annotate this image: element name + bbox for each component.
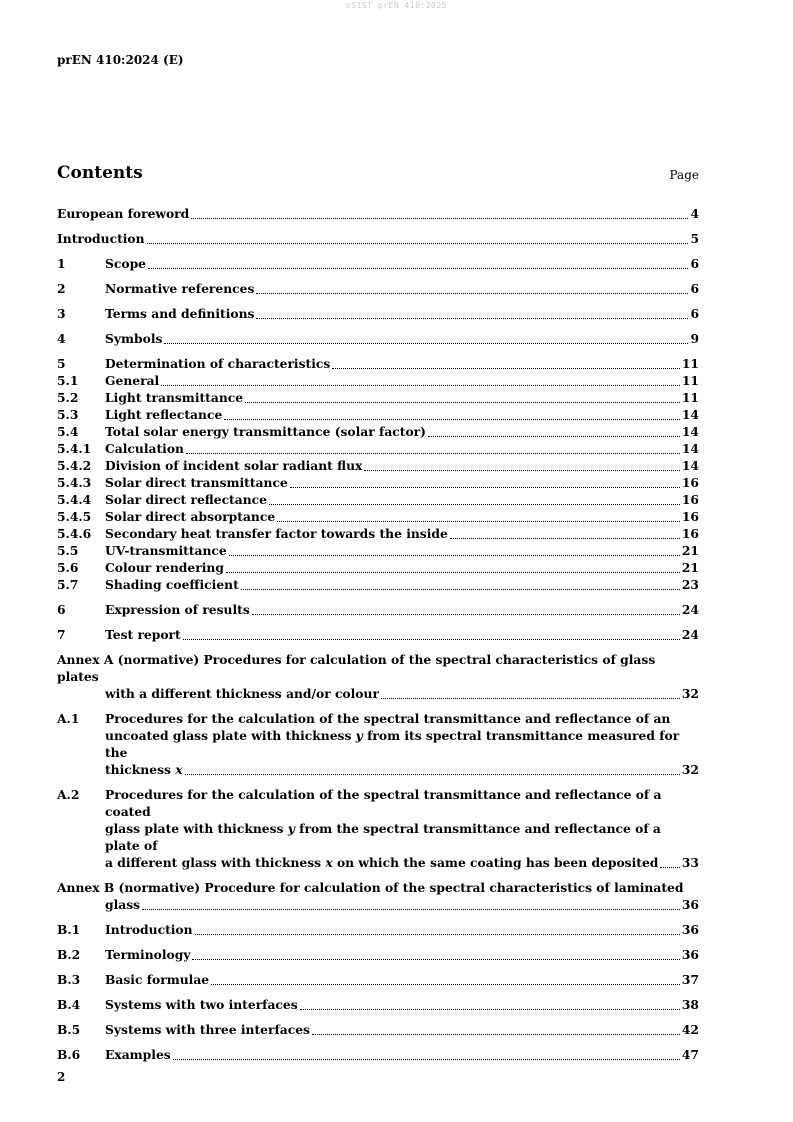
toc-section-number: 5.3 [57, 407, 79, 422]
toc-entry-shading-coefficient[interactable] [57, 576, 699, 593]
toc-entry-general[interactable] [57, 372, 699, 389]
toc-entry-uv-transmittance[interactable] [57, 542, 699, 559]
dot-leader [185, 774, 680, 775]
toc-entry-text: European foreword [57, 206, 190, 221]
toc-entry-a2[interactable] [57, 786, 699, 871]
dot-leader [211, 984, 680, 985]
toc-entry-text: uncoated glass plate with thickness [105, 728, 356, 743]
toc-entry-text: Introduction [57, 231, 145, 246]
toc-section-number: 5.4.6 [57, 526, 92, 541]
toc-entry-text: Shading coefficient [105, 577, 239, 592]
toc-page-number: 14 [681, 458, 699, 473]
dot-leader [381, 698, 680, 699]
toc-entry-b5-three-interfaces[interactable] [57, 1021, 699, 1038]
toc-entry-text-continued: glass [105, 897, 141, 912]
toc-section-number: A.1 [57, 711, 80, 726]
toc-entry-b1-introduction[interactable] [57, 921, 699, 938]
dot-leader [300, 1009, 680, 1010]
toc-entry-b6-examples[interactable] [57, 1046, 699, 1063]
page-number: 2 [57, 1070, 66, 1084]
toc-page-number: 11 [681, 390, 699, 405]
table-of-contents [57, 205, 699, 1063]
toc-entry-solar-direct-transmittance[interactable] [57, 474, 699, 491]
toc-entry-text: Basic formulae [105, 972, 210, 987]
toc-section-number: 5.4.5 [57, 509, 92, 524]
dot-leader [142, 909, 680, 910]
dot-leader [161, 385, 680, 386]
toc-page-number: 6 [690, 306, 699, 321]
toc-section-number: 5.1 [57, 373, 79, 388]
toc-entry-symbols[interactable] [57, 330, 699, 347]
toc-page-number: 24 [681, 627, 699, 642]
dot-leader [332, 368, 680, 369]
dot-leader [191, 218, 688, 219]
toc-entry-text: Total solar energy transmittance (solar factor) [105, 424, 426, 439]
toc-entry-text: UV-transmittance [105, 543, 227, 558]
dot-leader [173, 1059, 680, 1060]
toc-page-number: 21 [681, 560, 699, 575]
variable-x: x [325, 855, 333, 870]
toc-entry-text: Division of incident solar radiant flux [105, 458, 363, 473]
toc-entry-text: Colour rendering [105, 560, 224, 575]
dot-leader [164, 343, 688, 344]
toc-page-number: 36 [681, 947, 699, 962]
toc-entry-text: Solar direct reflectance [105, 492, 267, 507]
toc-entry-text: Symbols [105, 331, 163, 346]
toc-section-number: 5.5 [57, 543, 79, 558]
toc-entry-solar-direct-absorptance[interactable] [57, 508, 699, 525]
toc-page-number: 24 [681, 602, 699, 617]
toc-page-number: 16 [681, 526, 699, 541]
variable-x: x [175, 762, 183, 777]
toc-entry-solar-direct-reflectance[interactable] [57, 491, 699, 508]
toc-page-number: 36 [681, 922, 699, 937]
toc-entry-annex-a[interactable] [57, 651, 699, 702]
toc-section-number: 4 [57, 331, 66, 346]
toc-section-number: B.2 [57, 947, 81, 962]
toc-entry-text: Scope [105, 256, 146, 271]
toc-page-number: 6 [690, 281, 699, 296]
toc-entry-text: Annex A (normative) Procedures for calculation of the spectral characteristics of glass plates [57, 652, 656, 684]
toc-page-number: 6 [690, 256, 699, 271]
toc-entry-a1[interactable] [57, 710, 699, 778]
toc-entry-b3-basic-formulae[interactable] [57, 971, 699, 988]
dot-leader [428, 436, 680, 437]
toc-page-number: 4 [690, 206, 699, 221]
toc-page-number: 11 [681, 373, 699, 388]
dot-leader [183, 639, 680, 640]
contents-header [57, 163, 699, 187]
toc-entry-text: Procedures for the calculation of the spectral transmittance and reflectance of an [105, 711, 671, 726]
toc-entry-annex-b[interactable] [57, 879, 699, 913]
toc-section-number: B.1 [57, 922, 81, 937]
toc-page-number: 32 [681, 762, 699, 777]
dot-leader [256, 318, 688, 319]
toc-page-number: 47 [681, 1047, 699, 1062]
toc-entry-text: Systems with two interfaces [105, 997, 298, 1012]
toc-section-number: 5.4.3 [57, 475, 92, 490]
toc-entry-text: Terms and definitions [105, 306, 255, 321]
toc-entry-text: thickness [105, 762, 176, 777]
dot-leader [195, 934, 680, 935]
toc-section-number: A.2 [57, 787, 80, 802]
toc-entry-terms-definitions[interactable] [57, 305, 699, 322]
toc-entry-b4-two-interfaces[interactable] [57, 996, 699, 1013]
toc-entry-introduction[interactable] [57, 230, 699, 247]
toc-page-number: 14 [681, 407, 699, 422]
toc-entry-text: Secondary heat transfer factor towards the inside [105, 526, 448, 541]
toc-entry-text: Light transmittance [105, 390, 244, 405]
toc-entry-test-report[interactable] [57, 626, 699, 643]
toc-section-number: 7 [57, 627, 66, 642]
toc-entry-normative-references[interactable] [57, 280, 699, 297]
dot-leader [229, 555, 680, 556]
toc-page-number: 32 [681, 686, 699, 701]
toc-entry-text: Solar direct transmittance [105, 475, 288, 490]
toc-entry-text: Determination of characteristics [105, 356, 331, 371]
dot-leader [256, 293, 688, 294]
toc-page-number: 42 [681, 1022, 699, 1037]
contents-title: Contents [57, 163, 143, 183]
toc-page-number: 23 [681, 577, 699, 592]
toc-entry-scope[interactable] [57, 255, 699, 272]
dot-leader [147, 243, 689, 244]
toc-section-number: 5.4.4 [57, 492, 92, 507]
toc-section-number: B.3 [57, 972, 81, 987]
toc-entry-determination[interactable] [57, 355, 699, 372]
dot-leader [226, 572, 680, 573]
watermark: oSIST prEN 410:2025 [345, 1, 447, 10]
toc-entry-text: Test report [105, 627, 181, 642]
toc-page-number: 11 [681, 356, 699, 371]
toc-entry-text: Examples [105, 1047, 171, 1062]
toc-page-number: 9 [690, 331, 699, 346]
toc-section-number: 1 [57, 256, 66, 271]
toc-entry-text: glass plate with thickness [105, 821, 288, 836]
toc-section-number: B.6 [57, 1047, 81, 1062]
dot-leader [312, 1034, 680, 1035]
toc-entry-text: Calculation [105, 441, 184, 456]
toc-entry-text: Annex B (normative) Procedure for calculation of the spectral characteristics of laminated [57, 880, 684, 895]
toc-entry-text: from its spectral transmittance measured for the [105, 728, 680, 760]
toc-page-number: 38 [681, 997, 699, 1012]
toc-entry-light-reflectance[interactable] [57, 406, 699, 423]
toc-page-number: 14 [681, 424, 699, 439]
toc-page-number: 33 [681, 855, 699, 870]
toc-section-number: 6 [57, 602, 66, 617]
toc-page-number: 37 [681, 972, 699, 987]
toc-entry-text-continued: with a different thickness and/or colour [105, 686, 379, 701]
toc-page-number: 36 [681, 897, 699, 912]
toc-entry-text: Systems with three interfaces [105, 1022, 310, 1037]
toc-entry-text: Introduction [105, 922, 193, 937]
toc-entry-text: Solar direct absorptance [105, 509, 276, 524]
toc-entry-expression-results[interactable] [57, 601, 699, 618]
toc-section-number: B.5 [57, 1022, 81, 1037]
dot-leader [241, 589, 680, 590]
toc-section-number: 2 [57, 281, 66, 296]
toc-entry-text: from the spectral transmittance and reflectance of a plate of [105, 821, 661, 853]
variable-y: y [355, 728, 363, 743]
toc-page-number: 16 [681, 475, 699, 490]
dot-leader [148, 268, 688, 269]
toc-entry-light-transmittance[interactable] [57, 389, 699, 406]
toc-entry-text: Expression of results [105, 602, 250, 617]
toc-entry-european-foreword[interactable] [57, 205, 699, 222]
toc-entry-b2-terminology[interactable] [57, 946, 699, 963]
toc-page-number: 16 [681, 492, 699, 507]
toc-entry-text: General [105, 373, 160, 388]
variable-y: y [287, 821, 295, 836]
toc-section-number: 3 [57, 306, 66, 321]
dot-leader [450, 538, 680, 539]
toc-section-number: 5 [57, 356, 66, 371]
toc-page-number: 21 [681, 543, 699, 558]
page-column-label: Page [669, 168, 699, 182]
dot-leader [277, 521, 680, 522]
toc-entry-colour-rendering[interactable] [57, 559, 699, 576]
toc-entry-total-solar[interactable] [57, 423, 699, 440]
toc-entry-text: on which the same coating has been deposited [332, 855, 659, 870]
dot-leader [290, 487, 680, 488]
toc-entry-text: a different glass with thickness [105, 855, 326, 870]
toc-page-number: 14 [681, 441, 699, 456]
toc-section-number: 5.6 [57, 560, 79, 575]
dot-leader [186, 453, 680, 454]
toc-section-number: 5.2 [57, 390, 79, 405]
dot-leader [252, 614, 680, 615]
dot-leader [660, 867, 680, 868]
dot-leader [269, 504, 680, 505]
toc-entry-calculation[interactable] [57, 440, 699, 457]
toc-section-number: B.4 [57, 997, 81, 1012]
dot-leader [192, 959, 679, 960]
document-id: prEN 410:2024 (E) [57, 53, 184, 67]
toc-entry-text: Procedures for the calculation of the spectral transmittance and reflectance of a coated [105, 787, 662, 819]
toc-entry-secondary-heat[interactable] [57, 525, 699, 542]
toc-entry-division-flux[interactable] [57, 457, 699, 474]
toc-page-number: 5 [690, 231, 699, 246]
toc-section-number: 5.4.2 [57, 458, 92, 473]
toc-entry-text: Light reflectance [105, 407, 223, 422]
dot-leader [364, 470, 680, 471]
toc-section-number: 5.4 [57, 424, 79, 439]
dot-leader [224, 419, 680, 420]
toc-entry-text: Normative references [105, 281, 255, 296]
toc-entry-text: Terminology [105, 947, 191, 962]
toc-page-number: 16 [681, 509, 699, 524]
toc-section-number: 5.7 [57, 577, 79, 592]
dot-leader [245, 402, 680, 403]
toc-section-number: 5.4.1 [57, 441, 92, 456]
